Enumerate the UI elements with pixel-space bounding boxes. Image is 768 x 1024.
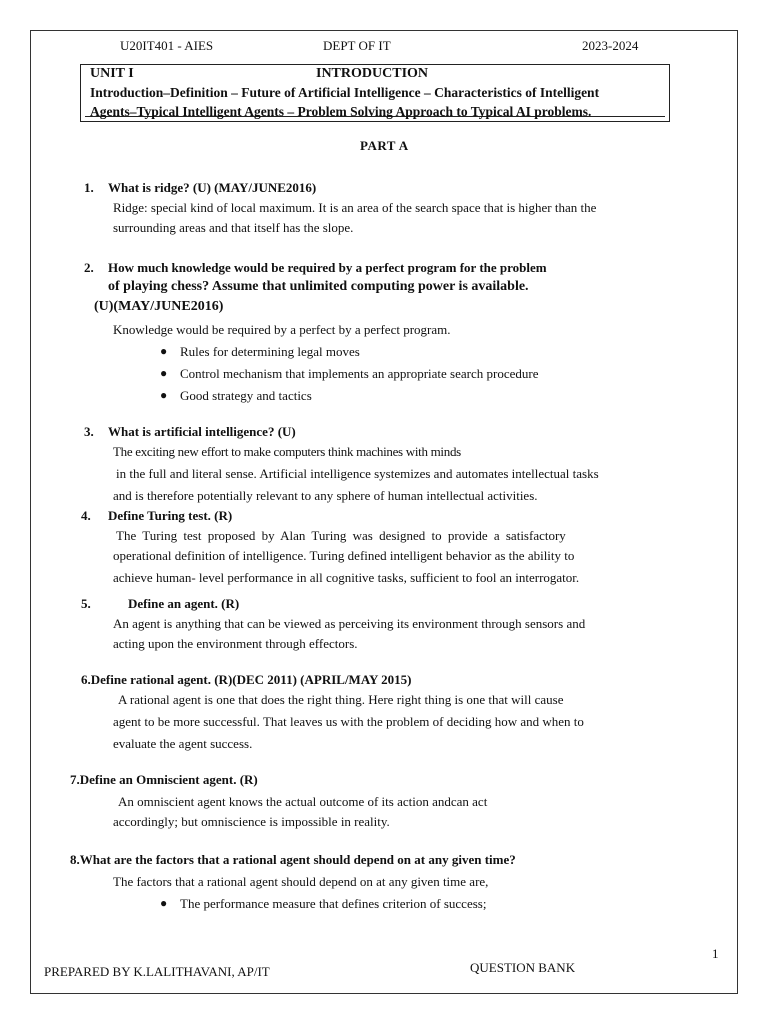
bullet-icon: ●	[160, 366, 168, 380]
q8-bullet-1: The performance measure that defines criterion of success;	[180, 896, 487, 911]
q3-answer-line3: and is therefore potentially relevant to any sphere of human intellectual activities.	[113, 488, 538, 503]
bullet-icon: ●	[160, 896, 168, 910]
q5-text: Define an agent. (R)	[128, 596, 240, 611]
q1-answer-line2: surrounding areas and that itself has the slope.	[113, 220, 354, 235]
q2-bullet-1: Rules for determining legal moves	[180, 344, 360, 359]
q2-text-line1: How much knowledge would be required by a perfect program for the problem	[108, 260, 547, 275]
page-number: 1	[712, 946, 719, 961]
q6-answer-line2: agent to be more successful. That leaves us with the problem of deciding how and when to	[113, 714, 584, 729]
bullet-icon: ●	[160, 344, 168, 358]
q8-text: 8.What are the factors that a rational agent should depend on at any given time?	[70, 852, 516, 867]
bullet-icon: ●	[160, 388, 168, 402]
q4-answer-line2: operational definition of intelligence. Turing defined intelligent behavior as the ability to	[113, 548, 575, 563]
unit-topics-line2: Agents–Typical Intelligent Agents – Problem Solving Approach to Typical AI problems.	[90, 104, 592, 119]
q1-number: 1.	[84, 180, 94, 195]
unit-label: UNIT I	[90, 66, 134, 81]
q1-text: What is ridge? (U) (MAY/JUNE2016)	[108, 180, 317, 195]
q4-text: Define Turing test. (R)	[108, 508, 233, 523]
q2-text-line3: (U)(MAY/JUNE2016)	[94, 299, 224, 314]
q3-number: 3.	[84, 424, 94, 439]
q6-answer-line1: A rational agent is one that does the right thing. Here right thing is one that will cause	[118, 692, 564, 707]
q5-answer-line2: acting upon the environment through effectors.	[113, 636, 358, 651]
q6-answer-line3: evaluate the agent success.	[113, 736, 253, 751]
q5-number: 5.	[81, 596, 91, 611]
q4-number: 4.	[81, 508, 91, 523]
q5-answer-line1: An agent is anything that can be viewed as perceiving its environment through sensors and	[113, 616, 586, 631]
q1-answer-line1: Ridge: special kind of local maximum. It is an area of the search space that is higher than the	[113, 200, 597, 215]
q3-text: What is artificial intelligence? (U)	[108, 424, 296, 439]
academic-year: 2023-2024	[582, 38, 639, 53]
q3-answer-line2: in the full and literal sense. Artificial intelligence systemizes and automates intellectual tasks	[116, 466, 599, 481]
q2-bullet-2: Control mechanism that implements an appropriate search procedure	[180, 366, 539, 381]
q7-text: 7.Define an Omniscient agent. (R)	[70, 772, 258, 787]
q4-answer-line1: The Turing test proposed by Alan Turing was designed to provide a satisfactory	[116, 528, 566, 543]
q7-answer-line1: An omniscient agent knows the actual outcome of its action andcan act	[118, 794, 488, 809]
unit-topics-line1: Introduction–Definition – Future of Artificial Intelligence – Characteristics of Intelligent	[90, 85, 600, 100]
department: DEPT OF IT	[323, 38, 391, 53]
q2-number: 2.	[84, 260, 94, 275]
course-code: U20IT401 - AIES	[120, 38, 214, 53]
q7-answer-line2: accordingly; but omniscience is impossible in reality.	[113, 814, 390, 829]
q8-answer: The factors that a rational agent should depend on at any given time are,	[113, 874, 489, 889]
part-heading: PART A	[360, 138, 409, 153]
q2-answer: Knowledge would be required by a perfect by a perfect program.	[113, 322, 451, 337]
q3-answer-line1: The exciting new effort to make computers think machines with minds	[113, 444, 461, 459]
q2-bullet-3: Good strategy and tactics	[180, 388, 312, 403]
unit-title: INTRODUCTION	[316, 66, 429, 81]
doc-type: QUESTION BANK	[470, 960, 576, 975]
q2-text-line2: of playing chess? Assume that unlimited computing power is available.	[108, 279, 529, 294]
q6-text: 6.Define rational agent. (R)(DEC 2011) (APRIL/MAY 2015)	[81, 672, 412, 687]
q4-answer-line3: achieve human- level performance in all cognitive tasks, sufficient to fool an interrogator.	[113, 570, 580, 585]
prepared-by: PREPARED BY K.LALITHAVANI, AP/IT	[44, 964, 270, 979]
